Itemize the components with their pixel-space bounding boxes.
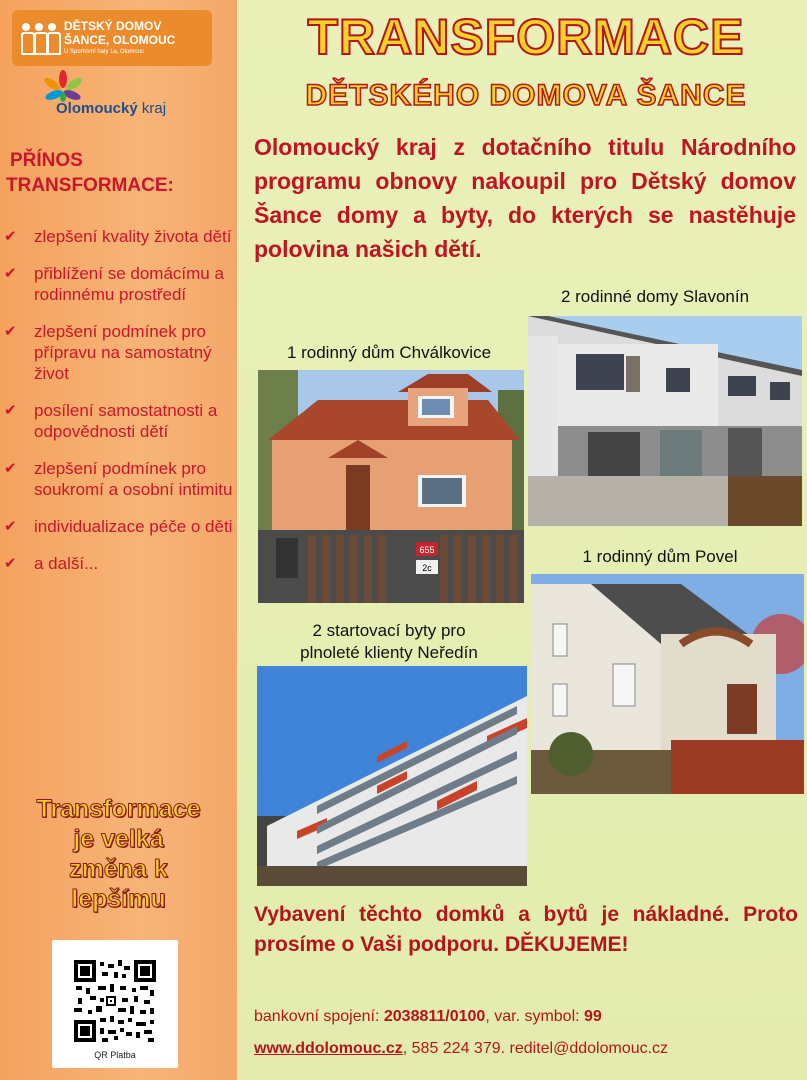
page-subtitle: DĚTSKÉHO DOMOVA ŠANCE	[305, 79, 747, 112]
checkmark-icon: ✔	[4, 323, 17, 340]
qr-label: QR Platba	[94, 1050, 136, 1060]
checkmark-icon: ✔	[4, 460, 17, 477]
caption-povel: 1 rodinný dům Povel	[582, 547, 738, 566]
checkmark-icon: ✔	[4, 555, 17, 572]
page-title: TRANSFORMACE	[307, 9, 745, 65]
bank-account: 2038811/0100	[383, 1008, 486, 1025]
email-address[interactable]: reditel@ddolomouc.cz	[509, 1040, 669, 1057]
photo-neredin-apartments	[257, 666, 527, 886]
house-number-bottom: 2c	[422, 563, 432, 573]
checkmark-icon: ✔	[4, 228, 17, 245]
flower-icon	[38, 70, 88, 102]
logo-line-1: DĚTSKÝ DOMOV	[64, 19, 162, 33]
qr-code-icon	[74, 960, 156, 1042]
list-item: ✔ a další...	[4, 554, 99, 573]
closing-appeal: Vybavení těchto domků a bytů je nákladné. Proto prosíme o Vaši podporu. DĚKUJEME!	[254, 903, 798, 956]
house-number-top: 655	[419, 545, 435, 555]
checkmark-icon: ✔	[4, 265, 17, 282]
variable-symbol: 99	[584, 1008, 602, 1025]
caption-neredin: 2 startovací byty pro plnoleté klienty Neředín	[300, 621, 478, 662]
caption-chvalkovice: 1 rodinný dům Chválkovice	[286, 343, 492, 362]
photo-slavonin-houses	[528, 316, 802, 526]
list-item: ✔ zlepšení podmínek pro přípravu na samostatný život	[4, 322, 212, 383]
website-link[interactable]: www.ddolomouc.cz	[254, 1040, 403, 1057]
contact-info	[254, 1040, 798, 1058]
list-item: ✔ posílení samostatnosti a odpovědnosti dětí	[4, 401, 218, 441]
logo-line-2: ŠANCE, OLOMOUC	[64, 33, 176, 47]
phone-number: , 585 224 379.	[402, 1040, 510, 1057]
photo-chvalkovice-house	[258, 370, 524, 603]
slogan: Transformace je velká změna k lepšímu	[36, 795, 201, 913]
logo-address: U Sportovní haly 1a, Olomouc	[64, 49, 145, 55]
qr-payment-code[interactable]	[52, 940, 178, 1068]
children-figures-icon	[20, 23, 58, 53]
list-item: ✔ zlepšení podmínek pro soukromí a osobní intimitu	[4, 459, 233, 499]
caption-slavonin: 2 rodinné domy Slavonín	[560, 287, 750, 306]
list-item: ✔ individualizace péče o děti	[4, 517, 233, 536]
checkmark-icon: ✔	[4, 402, 17, 419]
benefits-list	[4, 226, 236, 590]
benefits-title: PŘÍNOS TRANSFORMACE:	[6, 150, 174, 196]
bank-info: bankovní spojení: 2038811/0100, var. symbol: 99	[254, 1008, 602, 1025]
region-name: Olomoucký kraj	[56, 100, 167, 117]
list-item: ✔ zlepšení kvality života dětí	[4, 227, 232, 246]
children-home-logo	[12, 10, 212, 66]
intro-paragraph: Olomoucký kraj z dotačního titulu Národního programu obnovy nakoupil pro Dětský domov Šance domy a byty, do kterých se nastěhuje polovina našich dětí.	[254, 134, 796, 262]
list-item: ✔ přiblížení se domácímu a rodinnému prostředí	[4, 264, 224, 304]
photo-povel-house	[531, 574, 804, 794]
olomoucky-kraj-logo	[28, 70, 208, 124]
checkmark-icon: ✔	[4, 518, 17, 535]
